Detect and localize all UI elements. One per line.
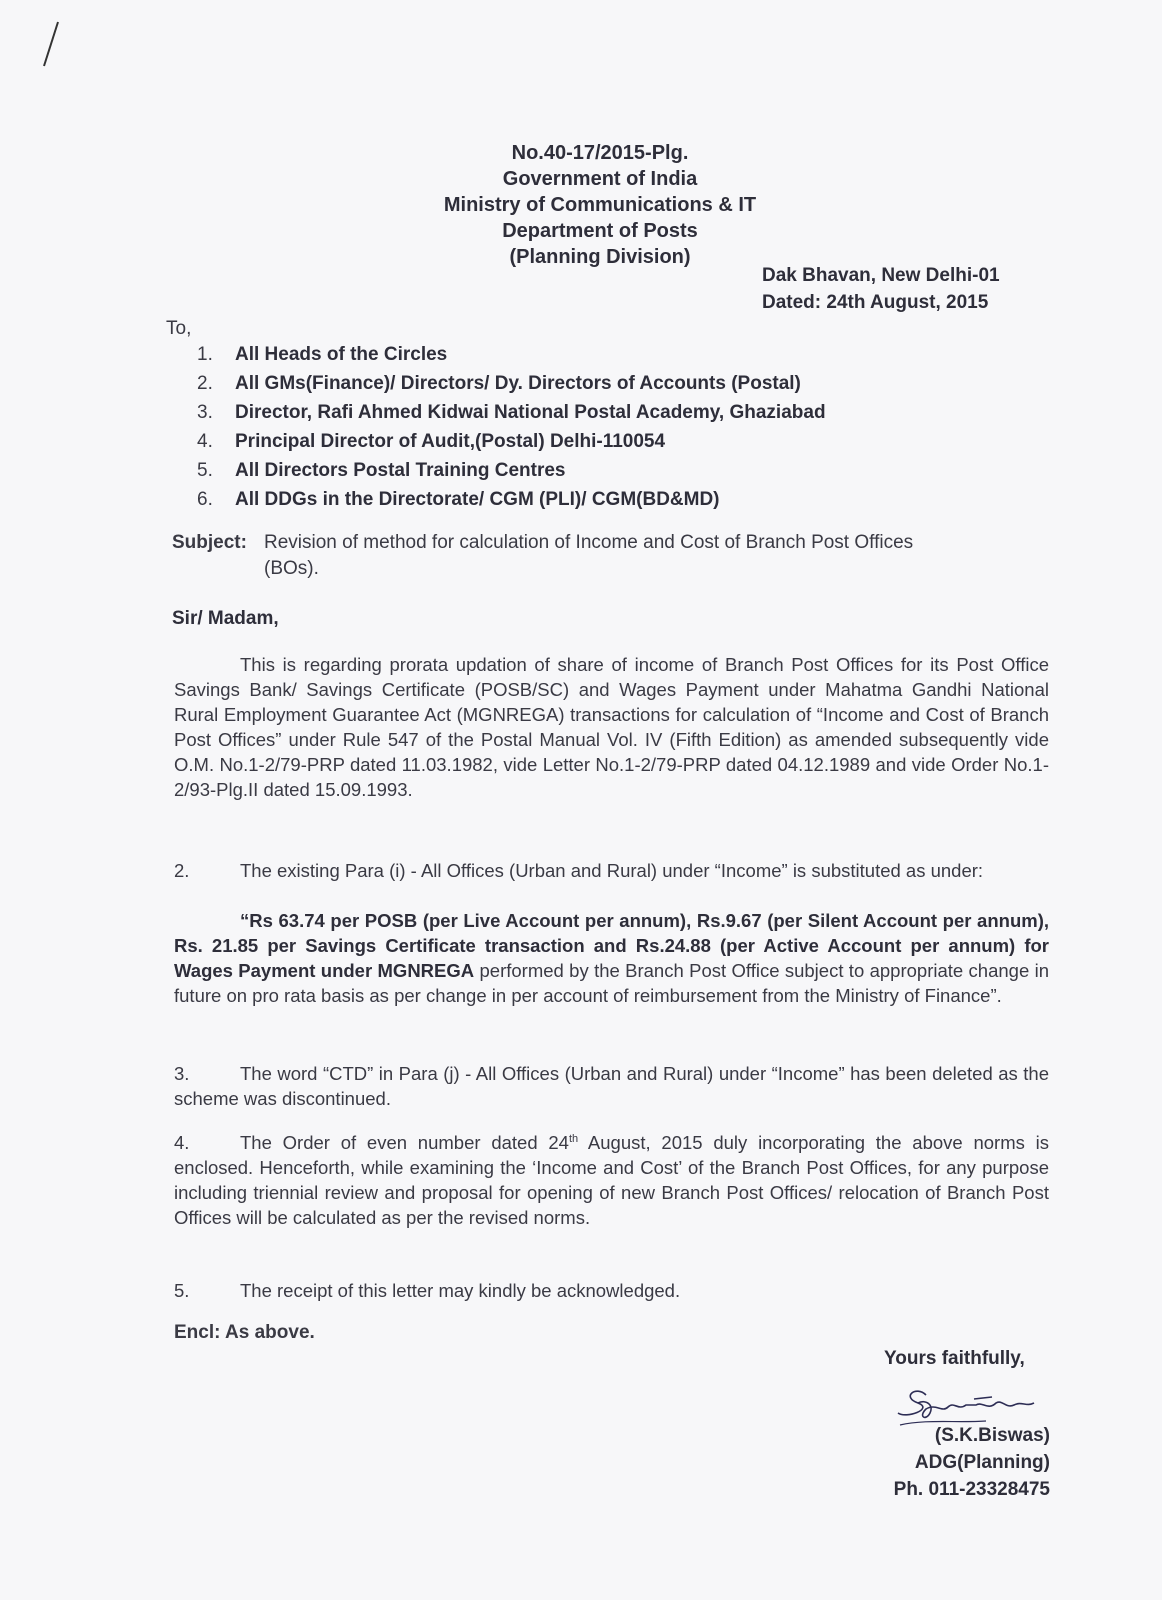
paragraph-2-text: The existing Para (i) - All Offices (Urban and Rural) under “Income” is substituted as under: xyxy=(240,860,984,881)
date-suffix: th xyxy=(568,1132,579,1145)
addressee-item: 4. Principal Director of Audit,(Postal) Delhi-110054 xyxy=(197,431,666,452)
addressee-item: 3. Director, Rafi Ahmed Kidwai National Postal Academy, Ghaziabad xyxy=(197,402,826,423)
addressee-item: 1. All Heads of the Circles xyxy=(197,344,448,365)
division-line: (Planning Division) xyxy=(509,246,691,268)
closing-phrase: Yours faithfully, xyxy=(884,1348,1025,1369)
place-and-date xyxy=(762,262,1062,316)
letter-date: Dated: 24th August, 2015 xyxy=(762,292,989,313)
pen-stroke-mark xyxy=(40,20,64,70)
salutation: Sir/ Madam, xyxy=(172,608,279,629)
addressee-list xyxy=(197,340,997,514)
paragraph-5-text: The receipt of this letter may kindly be acknowledged. xyxy=(240,1280,681,1301)
paragraph-2-quote xyxy=(174,908,1049,1008)
paragraph-2-number: 2. xyxy=(174,860,190,881)
paragraph-3-text: The word “CTD” in Para (j) - All Offices (Urban and Rural) under “Income” has been deleted as the scheme was discontinued. xyxy=(174,1063,1049,1109)
signatory-block xyxy=(840,1422,1050,1503)
subject-block xyxy=(172,530,1052,582)
letter-header xyxy=(300,140,900,270)
paragraph-5-number: 5. xyxy=(174,1280,190,1301)
signatory-phone: Ph. 011-23328475 xyxy=(893,1479,1050,1500)
quote-rest-text: performed by the Branch Post Office subject to appropriate change in future on pro rata basis as per change in per account of reimbursement from the Ministry of Finance”. xyxy=(174,960,1049,1006)
subject-line-2: (BOs). xyxy=(264,558,319,579)
addressee-item: 5. All Directors Postal Training Centres xyxy=(197,460,566,481)
paragraph-3 xyxy=(174,1061,1049,1111)
paragraph-1 xyxy=(174,652,1049,802)
paragraph-5 xyxy=(174,1278,1049,1303)
office-address: Dak Bhavan, New Delhi-01 xyxy=(762,265,1000,286)
paragraph-1-text: This is regarding prorata updation of share of income of Branch Post Offices for its Post Office Savings Bank/ Savings Certificate (POSB/SC) and Wages Payment under Mahatma Gandhi National Rural Employment Guarantee Act (MGNREGA) transactions for calculation of “Income and Cost of Branch Post Offices” under Rule 547 of the Postal Manual Vol. IV (Fifth Edition) as amended subsequently vide O.M. No.1-2/79-PRP dated 11.03.1982, vide Letter No.1-2/79-PRP dated 04.12.1989 and vide Order No.1-2/93-Plg.II dated 15.09.1993. xyxy=(174,654,1049,800)
addressee-item: 2. All GMs(Finance)/ Directors/ Dy. Directors of Accounts (Postal) xyxy=(197,373,801,394)
reference-number: No.40-17/2015-Plg. xyxy=(511,142,689,164)
addressee-item: 6. All DDGs in the Directorate/ CGM (PLI)/ CGM(BD&MD) xyxy=(197,489,720,510)
paragraph-4-number: 4. xyxy=(174,1132,190,1153)
ministry-line: Ministry of Communications & IT xyxy=(443,194,757,216)
to-label: To, xyxy=(166,318,192,339)
paragraph-3-number: 3. xyxy=(174,1063,190,1084)
subject-line-1: Revision of method for calculation of Income and Cost of Branch Post Offices xyxy=(264,532,914,553)
government-line: Government of India xyxy=(502,168,698,190)
subject-label: Subject: xyxy=(172,532,247,553)
paragraph-4-text-a: The Order of even number dated 24 xyxy=(240,1132,569,1153)
paragraph-2 xyxy=(174,858,1049,883)
signatory-designation: ADG(Planning) xyxy=(914,1452,1050,1473)
paragraph-4-text-b: August, 2015 duly incorporating the above norms is enclosed. Henceforth, while examining the ‘Income and Cost’ of the Branch Post Offices, for any purpose including triennial review and proposal for opening of new Branch Post Offices/ relocation of Branch Post Offices will be calculated as per the revised norms. xyxy=(174,1132,1049,1228)
paragraph-4 xyxy=(174,1130,1049,1230)
enclosure-note: Encl: As above. xyxy=(174,1322,315,1343)
quote-bold-text: “Rs 63.74 per POSB (per Live Account per annum), Rs.9.67 (per Silent Account per annum), Rs. 21.85 per Savings Certificate transaction and Rs.24.88 (per Active Account per annum) for Wages Payment under MGNREGA xyxy=(174,910,1049,981)
signatory-name: (S.K.Biswas) xyxy=(934,1425,1050,1446)
department-line: Department of Posts xyxy=(502,220,698,242)
